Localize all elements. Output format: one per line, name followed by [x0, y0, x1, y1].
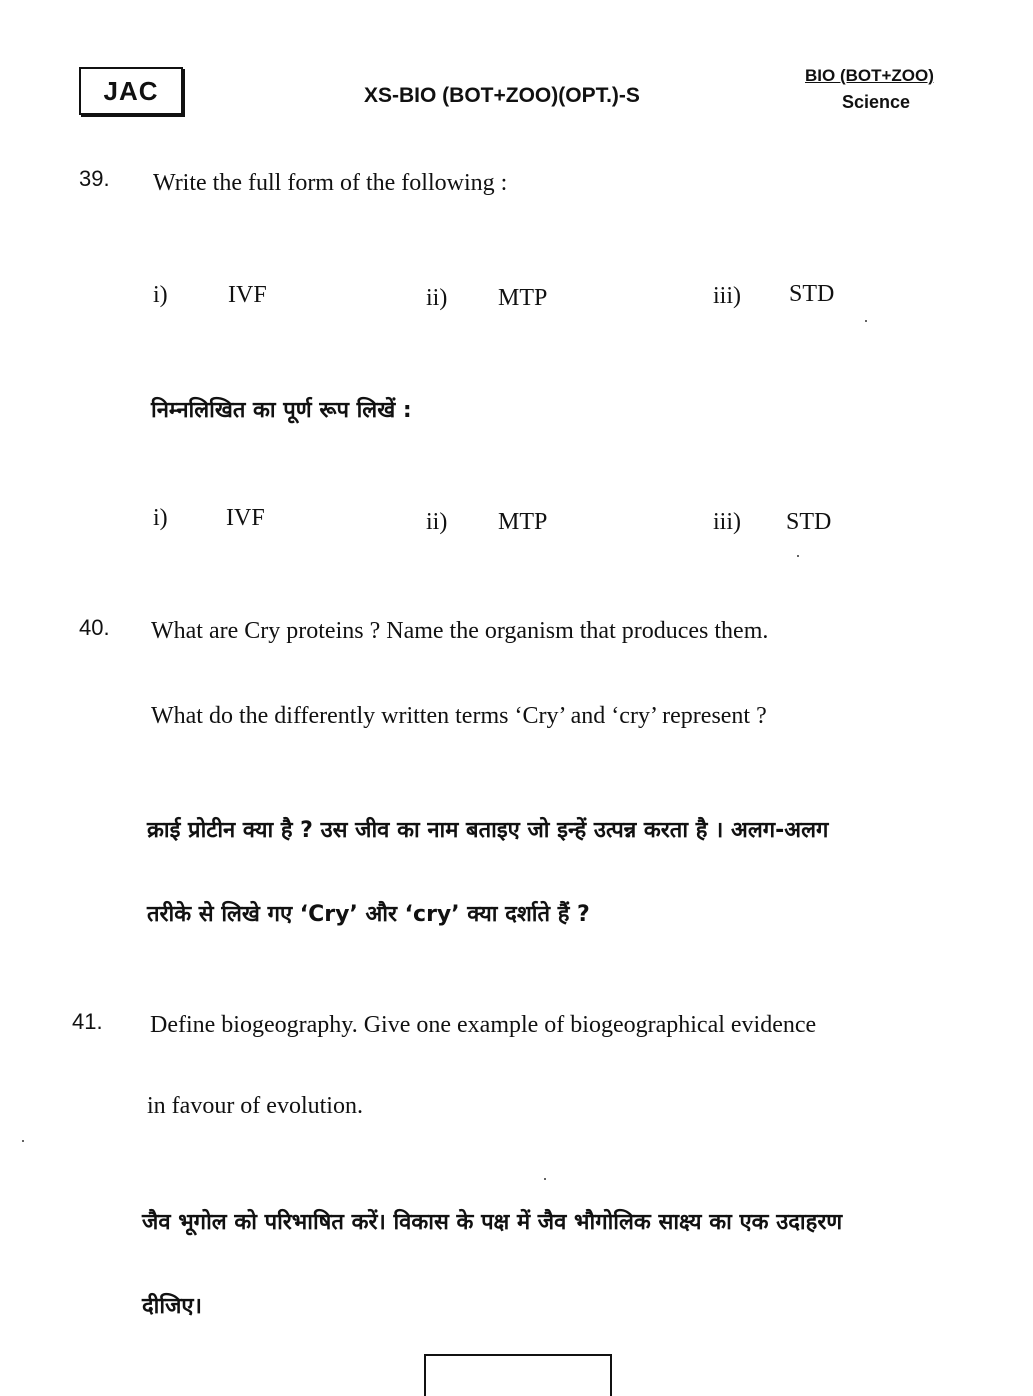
question-number: 40. — [79, 615, 110, 640]
scan-speck — [797, 555, 799, 557]
option-value: STD — [789, 281, 835, 307]
option-label: ii) — [426, 285, 448, 311]
question-text-hi: निम्नलिखित का पूर्ण रूप लिखें : — [151, 398, 412, 423]
question-number: 41. — [72, 1009, 103, 1034]
option-label: iii) — [713, 509, 741, 535]
paper-code: XS-BIO (BOT+ZOO)(OPT.)-S — [364, 84, 640, 107]
option-value: IVF — [226, 505, 265, 531]
question-text-hi: तरीके से लिखे गए ‘Cry’ और ‘cry’ क्या दर्शाते हैं ? — [147, 902, 590, 927]
subject-code: BIO (BOT+ZOO) — [805, 66, 934, 85]
option-label: ii) — [426, 509, 448, 535]
scan-speck — [865, 320, 867, 322]
jac-logo: JAC — [79, 67, 183, 115]
question-text-en: Write the full form of the following : — [153, 170, 508, 196]
option-value: MTP — [498, 509, 548, 535]
question-number: 39. — [79, 166, 110, 191]
page-footer-box — [424, 1354, 612, 1396]
subject-name: Science — [842, 92, 911, 112]
option-label: i) — [153, 282, 168, 308]
scan-speck — [22, 1140, 24, 1142]
question-text-en: in favour of evolution. — [147, 1093, 363, 1119]
question-text-hi: दीजिए। — [142, 1294, 202, 1319]
question-text-en: What do the differently written terms ‘Cry’ and ‘cry’ represent ? — [151, 703, 767, 729]
option-label: i) — [153, 505, 168, 531]
option-value: STD — [786, 509, 832, 535]
question-text-en: What are Cry proteins ? Name the organism that produces them. — [151, 618, 769, 644]
question-text-hi: क्राई प्रोटीन क्या है ? उस जीव का नाम बताइए जो इन्हें उत्पन्न करता है । अलग-अलग — [147, 818, 829, 843]
option-label: iii) — [713, 283, 741, 309]
option-value: IVF — [228, 282, 267, 308]
question-text-hi: जैव भूगोल को परिभाषित करें। विकास के पक्ष में जैव भौगोलिक साक्ष्य का एक उदाहरण — [142, 1210, 843, 1235]
question-text-en: Define biogeography. Give one example of biogeographical evidence — [150, 1012, 817, 1038]
scan-speck — [544, 1178, 546, 1180]
option-value: MTP — [498, 285, 548, 311]
